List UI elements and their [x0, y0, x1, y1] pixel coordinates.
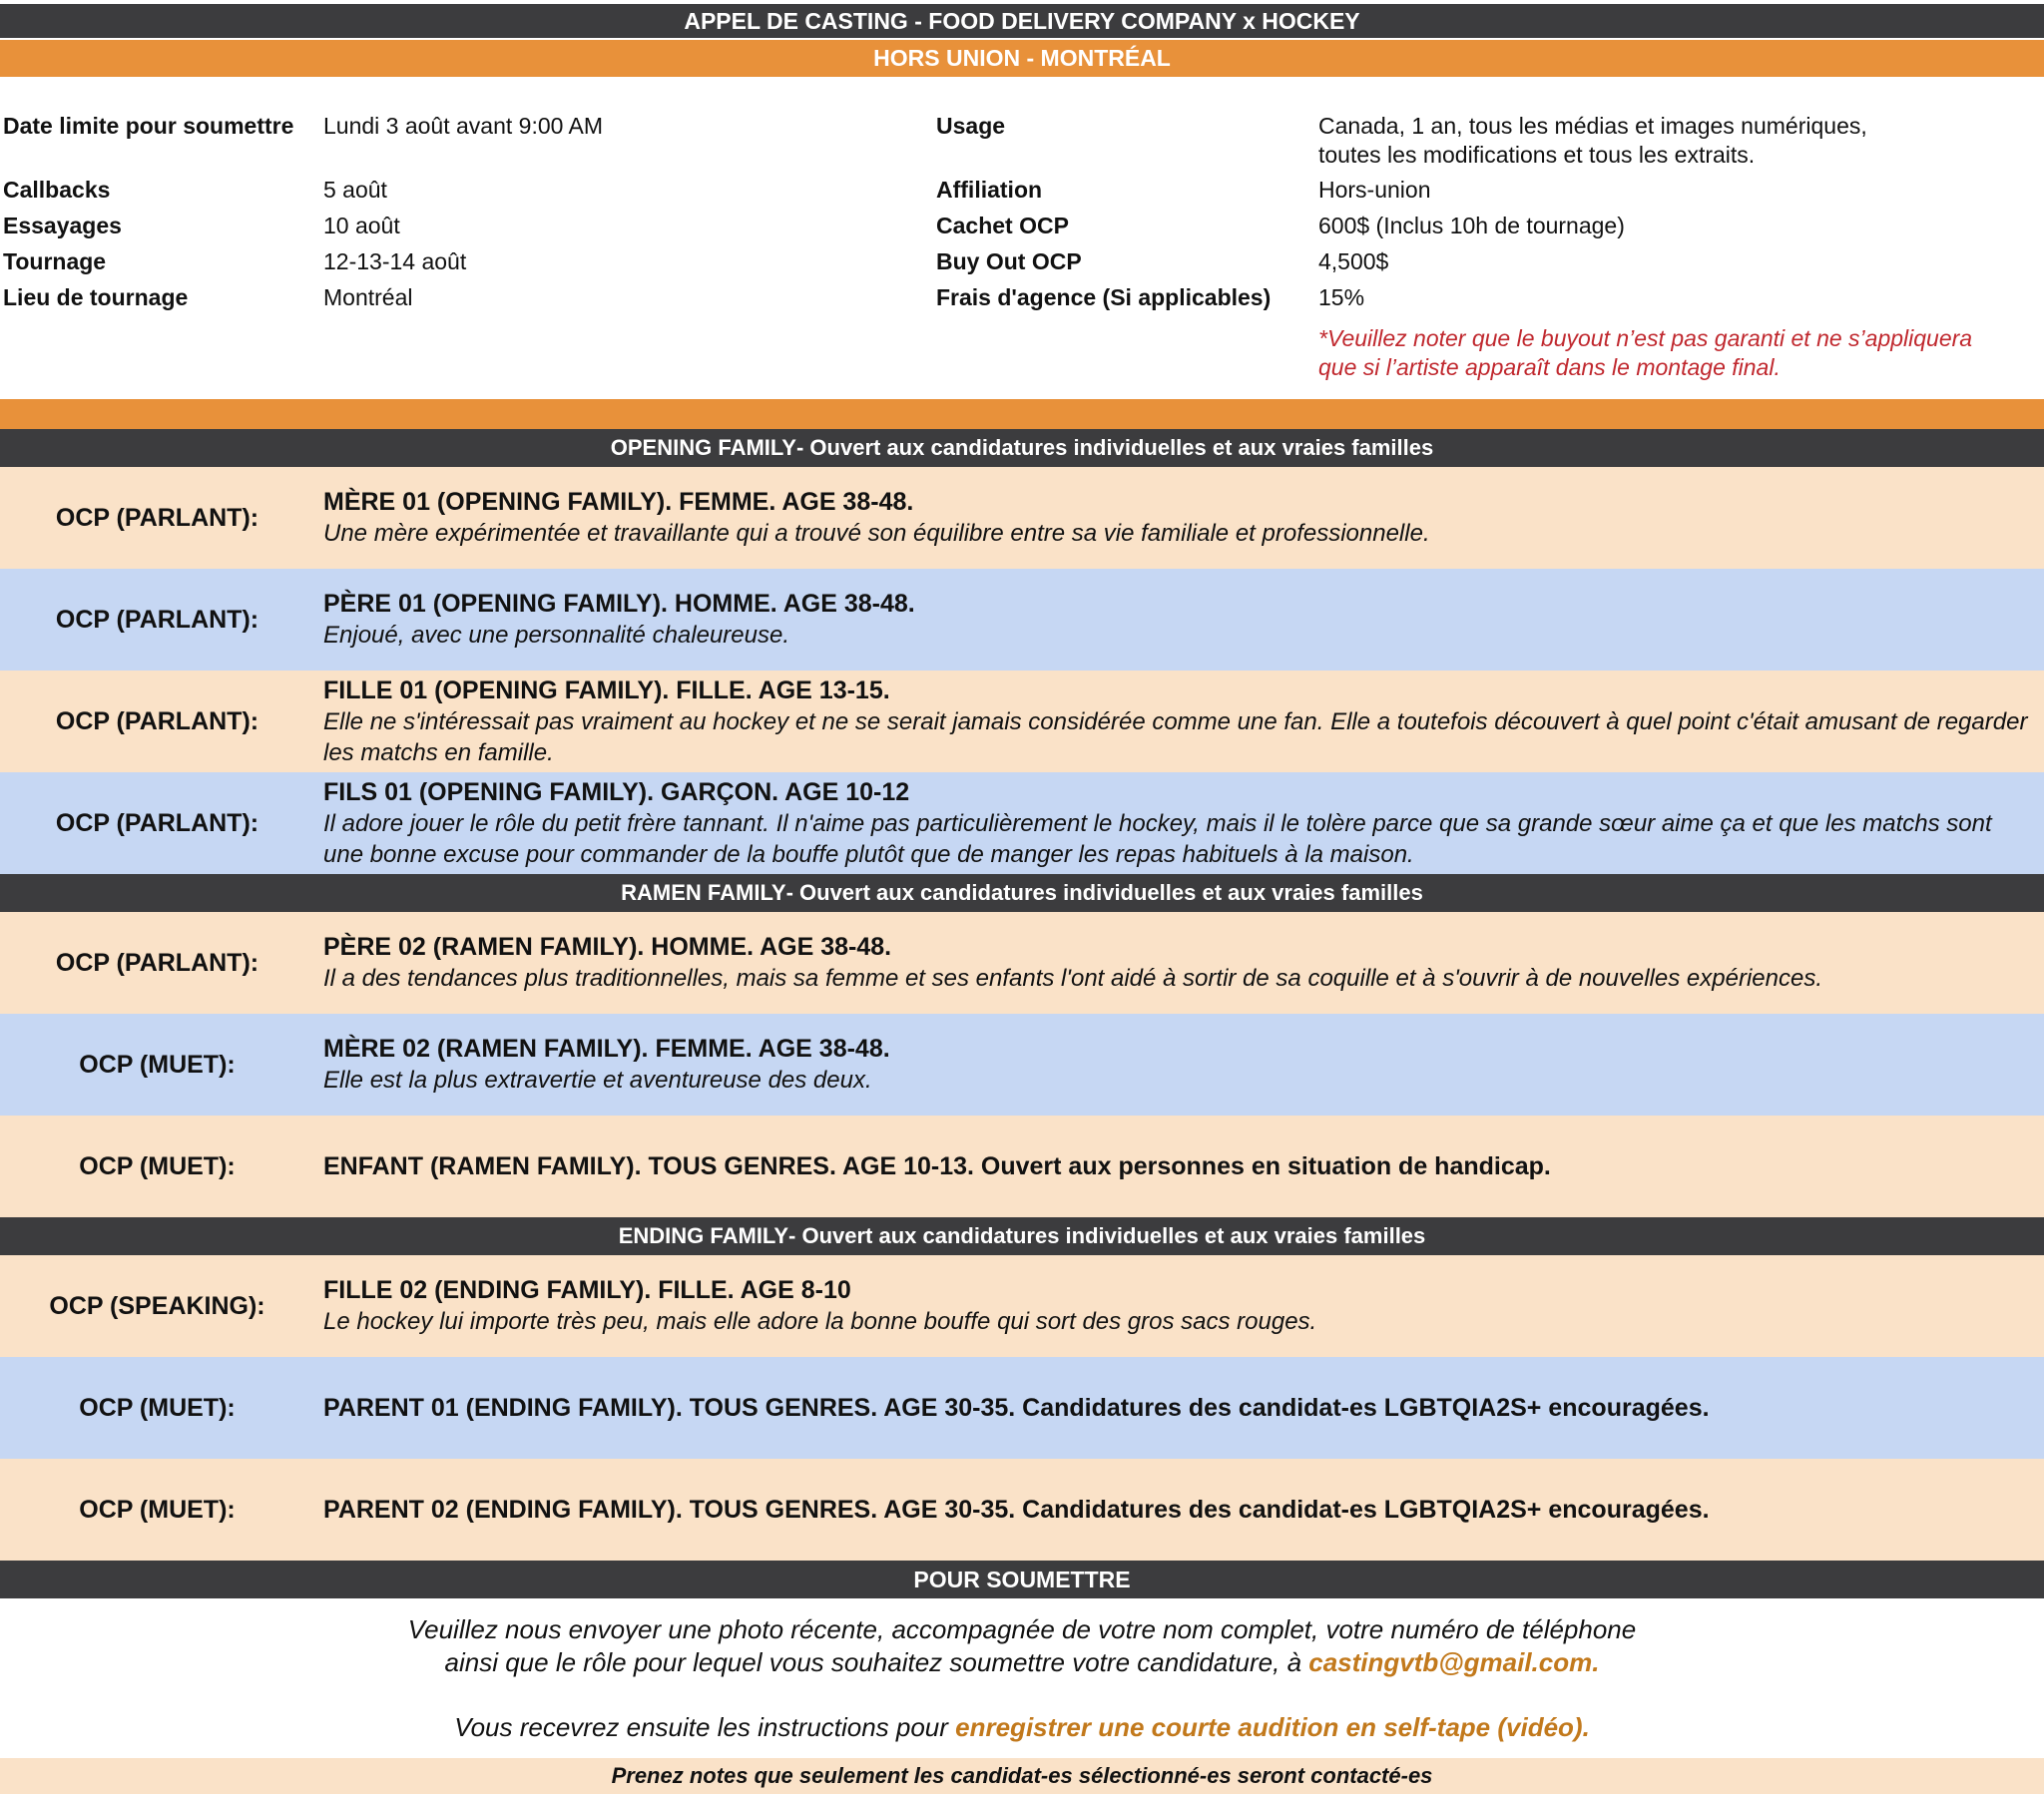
section-suffix: - Ouvert aux candidatures individuelles et aux vraies familles: [795, 435, 1434, 460]
usage-value-line1: Canada, 1 an, tous les médias et images numériques,: [1318, 113, 1867, 139]
role-title: MÈRE 02 (RAMEN FAMILY). FEMME. AGE 38-48.: [323, 1035, 890, 1063]
buyout-note-line2: que si l’artiste apparaît dans le montage final.: [1318, 354, 1781, 380]
role-row: [0, 1014, 2044, 1116]
shoot-value: 12-13-14 août: [323, 248, 467, 274]
role-row: [0, 467, 2044, 569]
submit-email-link[interactable]: castingvtb@gmail.com.: [1308, 1647, 1600, 1677]
casting-subtitle: HORS UNION - MONTRÉAL: [873, 45, 1171, 71]
section-name: RAMEN FAMILY: [621, 880, 786, 905]
section-header-ending: [0, 1217, 2044, 1255]
submit-selftape-highlight: enregistrer une courte audition en self-tape (vidéo).: [955, 1712, 1590, 1742]
role-title: PARENT 01 (ENDING FAMILY). TOUS GENRES. AGE 30-35. Candidatures des candidat-es LGBTQIA2S+ encouragées.: [323, 1393, 1710, 1422]
role-type: OCP (SPEAKING):: [49, 1291, 265, 1320]
location-label: Lieu de tournage: [3, 284, 189, 310]
casting-title: APPEL DE CASTING - FOOD DELIVERY COMPANY x HOCKEY: [684, 7, 1360, 34]
fee-label: Cachet OCP: [936, 213, 1069, 238]
role-row: [0, 1459, 2044, 1561]
submit-heading-bar: [0, 1561, 2044, 1598]
footer-note: Prenez notes que seulement les candidat-es sélectionné-es seront contacté-es: [611, 1763, 1433, 1788]
role-title: FILS 01 (OPENING FAMILY). GARÇON. AGE 10-12: [323, 777, 910, 806]
role-title: PARENT 02 (ENDING FAMILY). TOUS GENRES. AGE 30-35. Candidatures des candidat-es LGBTQIA2S+ encouragées.: [323, 1495, 1710, 1524]
section-header-opening: [0, 429, 2044, 467]
role-description: Elle est la plus extravertie et aventureuse des deux.: [323, 1067, 872, 1094]
submit-line3: [0, 1711, 2044, 1744]
section-suffix: - Ouvert aux candidatures individuelles et aux vraies familles: [788, 1223, 1426, 1248]
usage-value-line2: toutes les modifications et tous les extraits.: [1318, 142, 1756, 168]
fittings-value: 10 août: [323, 213, 400, 238]
role-title: FILLE 01 (OPENING FAMILY). FILLE. AGE 13-15.: [323, 675, 890, 704]
role-type: OCP (PARLANT):: [55, 605, 259, 634]
affiliation-label: Affiliation: [936, 177, 1043, 203]
agency-fee-value: 15%: [1318, 284, 1365, 310]
footer-bar: [0, 1758, 2044, 1794]
location-value: Montréal: [323, 284, 413, 310]
deadline-label: Date limite pour soumettre: [3, 113, 294, 139]
role-row: [0, 912, 2044, 1014]
role-type: OCP (MUET):: [79, 1151, 236, 1180]
buyout-note-line1: *Veuillez noter que le buyout n’est pas garanti et ne s’appliquera: [1318, 325, 1973, 351]
fee-value: 600$ (Inclus 10h de tournage): [1318, 213, 1625, 238]
callbacks-label: Callbacks: [3, 177, 111, 203]
submit-line2: [0, 1646, 2044, 1679]
role-row: [0, 772, 2044, 874]
buyout-value: 4,500$: [1318, 248, 1389, 274]
fittings-label: Essayages: [3, 213, 122, 238]
separator-bar: [0, 399, 2044, 429]
role-type: OCP (PARLANT):: [55, 808, 259, 837]
submit-line2-text: ainsi que le rôle pour lequel vous souhaitez soumettre votre candidature, à: [444, 1647, 1309, 1677]
role-row: [0, 1357, 2044, 1459]
role-title: FILLE 02 (ENDING FAMILY). FILLE. AGE 8-10: [323, 1276, 851, 1304]
section-name: ENDING FAMILY: [618, 1223, 789, 1248]
affiliation-value: Hors-union: [1318, 177, 1431, 203]
deadline-value: Lundi 3 août avant 9:00 AM: [323, 113, 604, 139]
role-type: OCP (PARLANT):: [55, 706, 259, 735]
casting-title-bar: [0, 4, 2044, 38]
casting-subtitle-bar: [0, 40, 2044, 77]
role-title: PÈRE 02 (RAMEN FAMILY). HOMME. AGE 38-48.: [323, 933, 892, 961]
buyout-label: Buy Out OCP: [936, 248, 1082, 274]
callbacks-value: 5 août: [323, 177, 387, 203]
role-type: OCP (PARLANT):: [55, 948, 259, 977]
submit-line1: Veuillez nous envoyer une photo récente, accompagnée de votre nom complet, votre numéro de téléphone: [407, 1614, 1637, 1644]
usage-label: Usage: [936, 113, 1006, 139]
submit-heading: POUR SOUMETTRE: [913, 1566, 1131, 1592]
role-description: Une mère expérimentée et travaillante qui a trouvé son équilibre entre sa vie familiale et professionnelle.: [323, 520, 1430, 547]
agency-fee-label: Frais d'agence (Si applicables): [936, 284, 1272, 310]
role-type: OCP (MUET):: [79, 1393, 236, 1422]
role-row: [0, 671, 2044, 772]
role-description: Elle ne s'intéressait pas vraiment au hockey et ne se serait jamais considérée comme une fan. Elle a toutefois découvert à quel point c'était amusant de regarder les matchs en famille.: [323, 707, 2028, 766]
role-title: ENFANT (RAMEN FAMILY). TOUS GENRES. AGE 10-13. Ouvert aux personnes en situation de handicap.: [323, 1151, 1551, 1180]
role-title: PÈRE 01 (OPENING FAMILY). HOMME. AGE 38-48.: [323, 590, 915, 618]
shoot-label: Tournage: [3, 248, 107, 274]
role-row: [0, 1255, 2044, 1357]
section-suffix: - Ouvert aux candidatures individuelles et aux vraies familles: [785, 880, 1423, 905]
role-row: [0, 569, 2044, 671]
role-type: OCP (MUET):: [79, 1495, 236, 1524]
section-name: OPENING FAMILY: [610, 435, 796, 460]
role-description: Enjoué, avec une personnalité chaleureuse.: [323, 622, 789, 649]
section-header-ramen: [0, 874, 2044, 912]
role-row: [0, 1116, 2044, 1217]
role-description: Il a des tendances plus traditionnelles, mais sa femme et ses enfants l'ont aidé à sortir de sa coquille et à s'ouvrir à de nouvelles expériences.: [323, 965, 1822, 992]
role-type: OCP (PARLANT):: [55, 503, 259, 532]
role-description: Le hockey lui importe très peu, mais elle adore la bonne bouffe qui sort des gros sacs rouges.: [323, 1308, 1317, 1335]
role-title: MÈRE 01 (OPENING FAMILY). FEMME. AGE 38-48.: [323, 488, 914, 516]
role-type: OCP (MUET):: [79, 1050, 236, 1079]
submit-line3-text: Vous recevrez ensuite les instructions pour: [454, 1712, 956, 1742]
role-description: Il adore jouer le rôle du petit frère tannant. Il n'aime pas particulièrement le hockey, mais il le tolère parce que sa grande sœur aime ça et que les matchs sont une bonne excuse pour commander de la bouffe plutôt que de manger les repas habituels à la maison.: [323, 809, 1992, 868]
